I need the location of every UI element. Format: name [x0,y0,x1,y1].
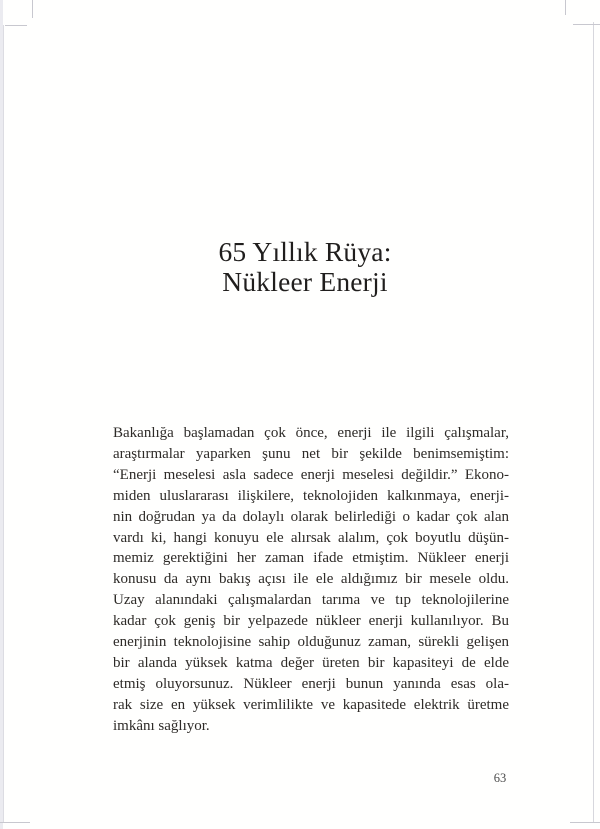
body-line: memiz gerektiğini her zaman ifade etmiştim. Nükleer enerji [113,550,509,567]
chapter-title-line-1: 65 Yıllık Rüya: [218,236,392,267]
chapter-title-line-2: Nükleer Enerji [222,266,388,297]
body-line: konusu da aynı bakış açısı ile ele aldığımız bir mesele oldu. [113,571,509,588]
body-paragraph [113,423,509,737]
scan-corner-mark-top-right-vertical [565,0,566,15]
page-number: 63 [493,771,507,785]
body-line: Uzay alanındaki çalışmalardan tarıma ve tıp teknolojilerine [113,592,509,609]
scan-corner-mark-top-right-horizontal [573,24,600,25]
body-line: miden uluslararası ilişkilere, teknolojiden kalkınmaya, enerji- [113,487,509,504]
body-line: Bakanlığa başlamadan çok önce, enerji ile ilgili çalışmalar, [113,425,509,441]
body-line: araştırmalar yaparken şunu net bir şekilde benimsemiştim: [113,445,509,462]
body-line: nin doğrudan ya da dolaylı olarak belirlediği o kadar çok alan [113,508,509,525]
body-line: enerjinin teknolojisine sahip olduğunuz zaman, sürekli gelişen [113,634,509,651]
scan-edge-right-line [593,22,594,823]
body-line: “Enerji meselesi asla sadece enerji meselesi değildir.” Ekono- [113,466,509,483]
chapter-title [0,237,600,297]
scan-corner-mark-top-left-horizontal [5,25,27,26]
body-line: vardı ki, hangi konuyu ele alırsak alalım, çok boyutlu düşün- [113,529,509,546]
body-line: bir alanda yüksek katma değer üreten bir kapasiteyi de elde [113,654,509,671]
scan-corner-mark-bottom-left [0,822,30,823]
body-line: rak size en yüksek verimlilikte ve kapasitede elektrik üretme [113,696,509,713]
scan-corner-mark-bottom-right [570,822,600,823]
scan-corner-mark-top-left-vertical [32,0,33,18]
body-line: etmiş oluyorsunuz. Nükleer enerji bunun yanında esas ola- [113,675,509,692]
scan-edge-left-line [3,25,4,823]
body-line: kadar çok geniş bir yelpazede nükleer enerji kullanılıyor. Bu [113,613,509,630]
body-line: imkânı sağlıyor. [113,717,210,734]
